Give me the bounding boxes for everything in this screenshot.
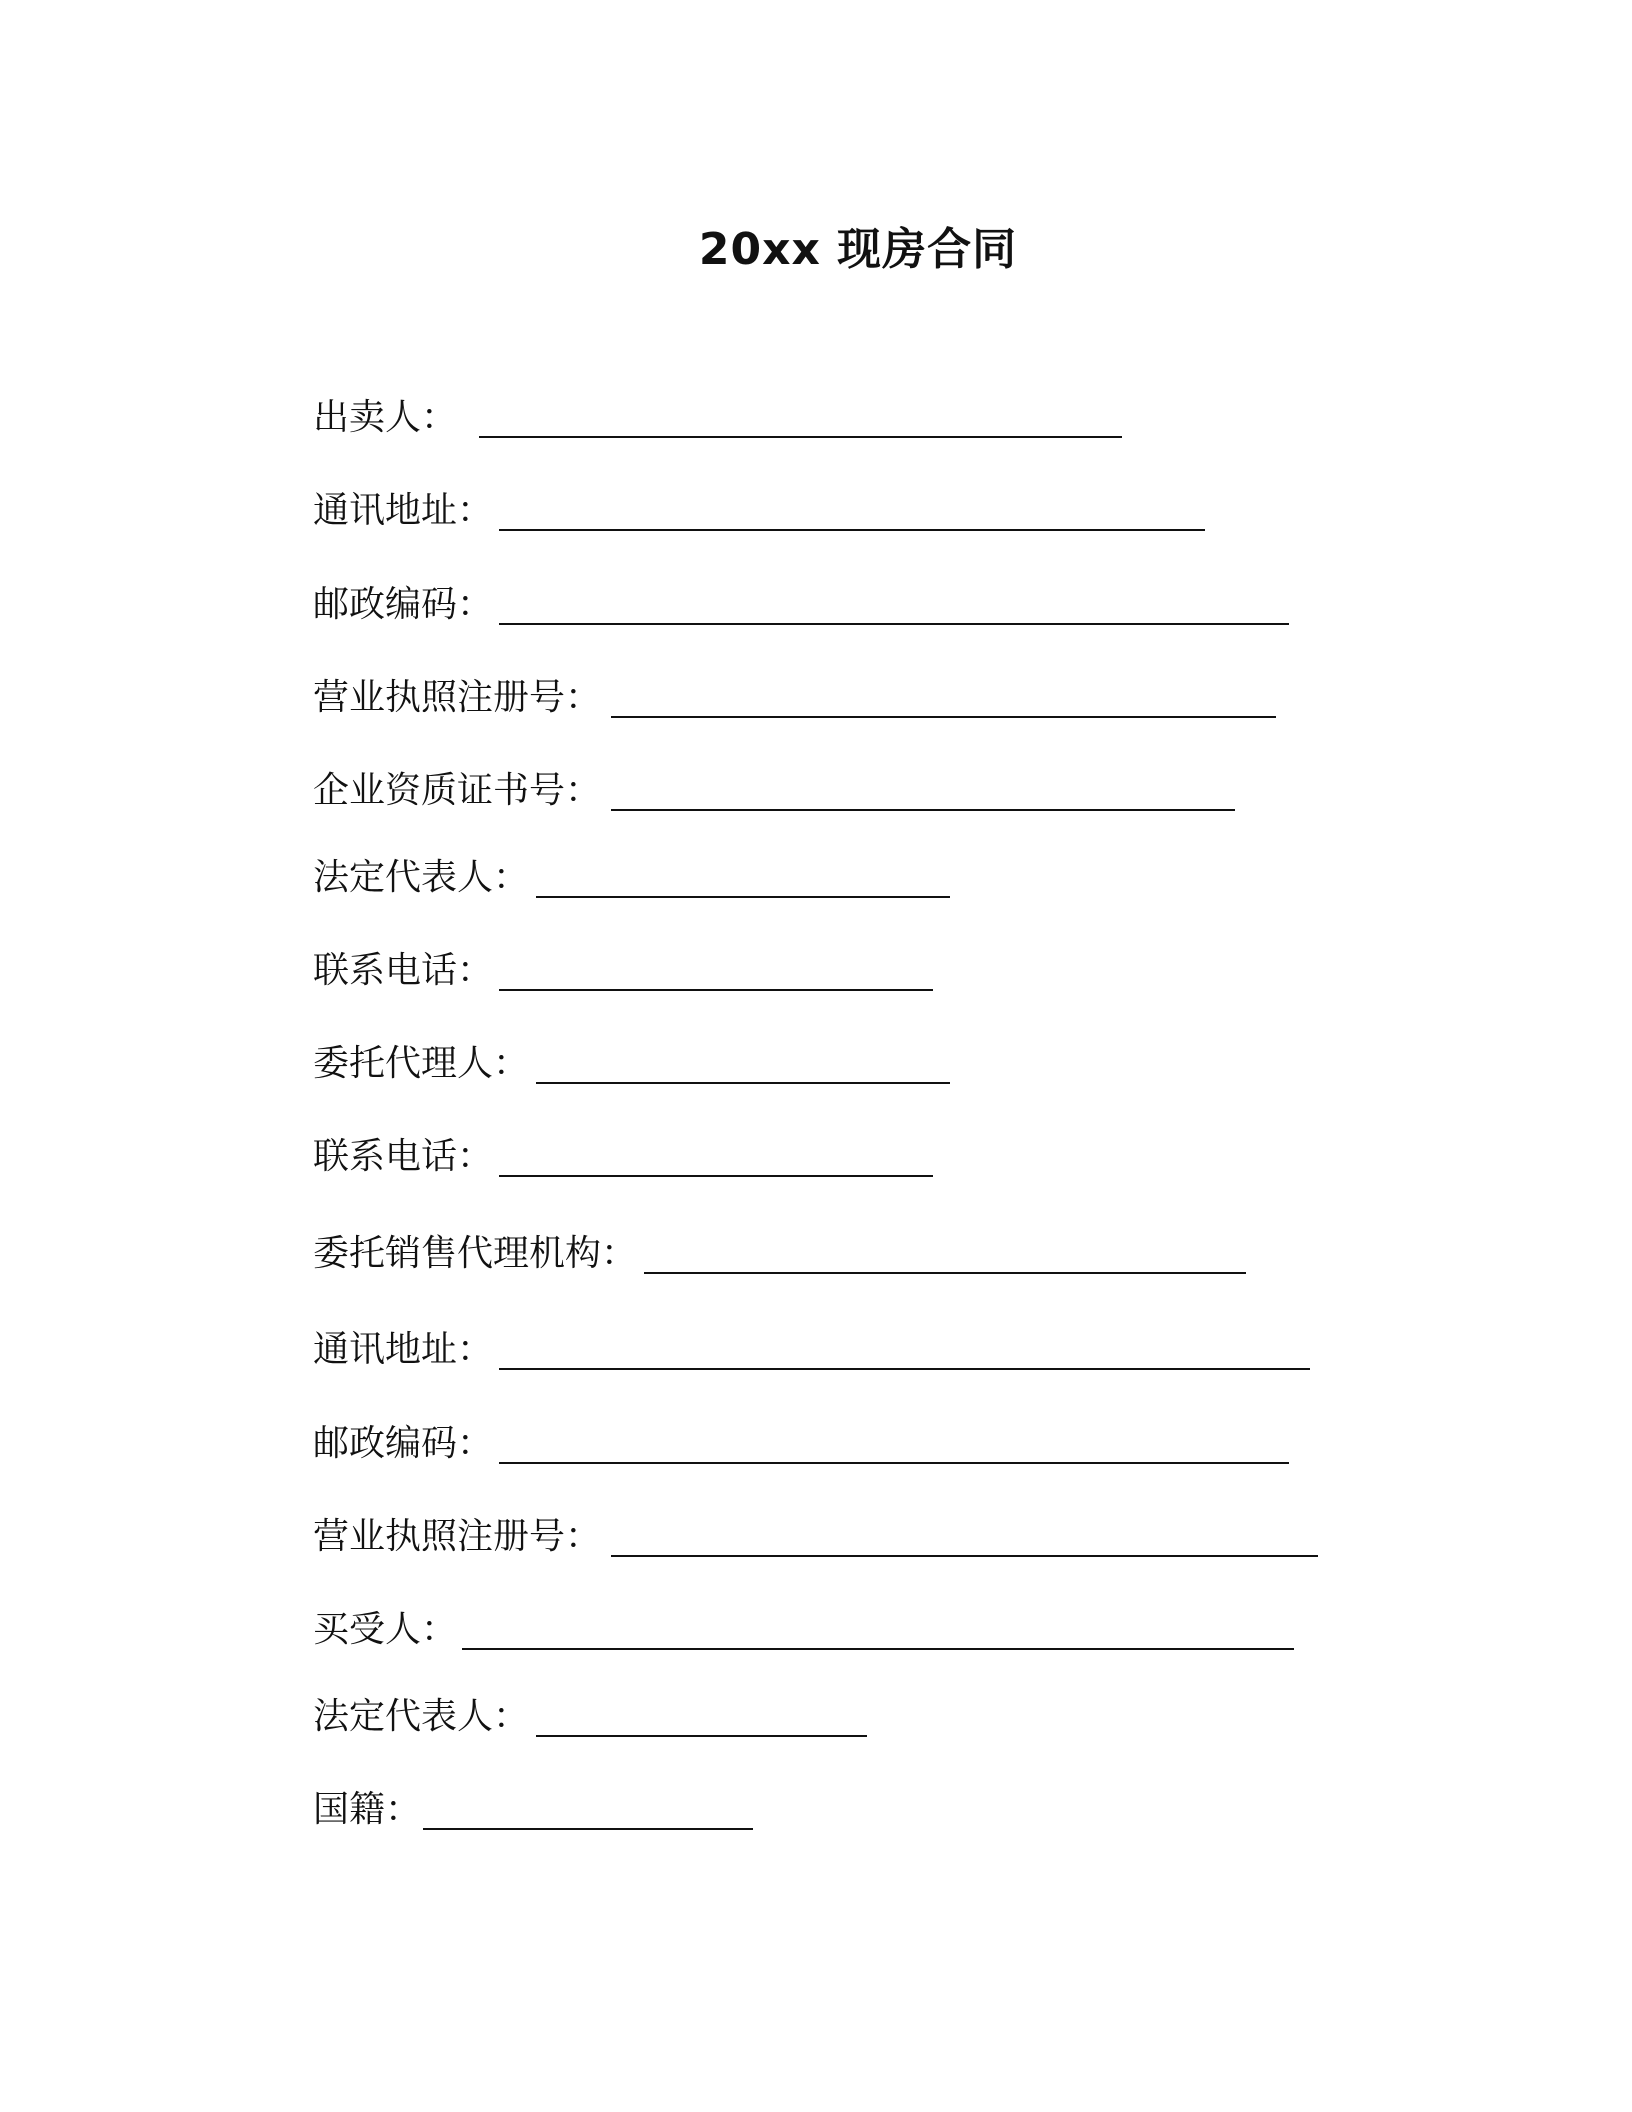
field-label: 法定代表人	[313, 857, 494, 898]
field-label: 买受人	[313, 1609, 422, 1650]
field-blank-line[interactable]	[611, 716, 1276, 718]
field-blank-line[interactable]	[536, 1082, 950, 1084]
field-qualification-cert	[313, 765, 1235, 813]
field-blank-line[interactable]	[499, 1462, 1289, 1464]
field-colon: ：	[601, 1233, 638, 1274]
field-colon: ：	[565, 1516, 602, 1557]
field-blank-line[interactable]	[499, 529, 1205, 531]
field-buyer	[313, 1604, 1294, 1652]
field-label: 法定代表人	[313, 1696, 494, 1737]
field-business-license	[313, 672, 1276, 720]
field-label: 通讯地址	[313, 1329, 458, 1370]
field-blank-line[interactable]	[536, 1735, 867, 1737]
field-label: 委托销售代理机构	[313, 1233, 602, 1274]
field-colon: ：	[493, 1696, 530, 1737]
field-label: 营业执照注册号	[313, 1516, 566, 1557]
document-title: 20xx 现房合同	[698, 224, 1018, 275]
field-agency-address	[313, 1324, 1310, 1372]
field-colon: ：	[457, 584, 494, 625]
field-legal-rep	[313, 852, 950, 900]
field-label: 通讯地址	[313, 490, 458, 531]
field-agency-postcode	[313, 1418, 1289, 1466]
field-colon: ：	[493, 857, 530, 898]
field-label: 联系电话	[313, 950, 458, 991]
field-agent-phone	[313, 1131, 933, 1179]
field-blank-line[interactable]	[423, 1828, 753, 1830]
field-blank-line[interactable]	[462, 1648, 1294, 1650]
field-colon: ：	[565, 677, 602, 718]
field-colon: ：	[457, 1329, 494, 1370]
field-blank-line[interactable]	[611, 809, 1235, 811]
field-colon: ：	[457, 950, 494, 991]
field-seller	[313, 392, 1122, 440]
field-agency-license	[313, 1511, 1318, 1559]
field-colon: ：	[565, 770, 602, 811]
field-colon: ：	[457, 490, 494, 531]
field-colon: ：	[421, 1609, 458, 1650]
field-buyer-legal-rep	[313, 1691, 867, 1739]
field-colon: ：	[457, 1136, 494, 1177]
field-blank-line[interactable]	[536, 896, 950, 898]
field-blank-line[interactable]	[499, 1175, 933, 1177]
field-seller-address	[313, 485, 1205, 533]
field-label: 委托代理人	[313, 1043, 494, 1084]
field-label: 出卖人	[313, 397, 422, 438]
field-label: 营业执照注册号	[313, 677, 566, 718]
field-phone	[313, 945, 933, 993]
field-label: 联系电话	[313, 1136, 458, 1177]
field-blank-line[interactable]	[644, 1272, 1246, 1274]
field-nationality	[313, 1784, 753, 1832]
field-blank-line[interactable]	[499, 623, 1289, 625]
field-colon: ：	[421, 397, 458, 438]
field-label: 企业资质证书号	[313, 770, 566, 811]
field-blank-line[interactable]	[499, 1368, 1310, 1370]
field-colon: ：	[457, 1423, 494, 1464]
field-label: 国籍	[313, 1789, 386, 1830]
field-sales-agency	[313, 1228, 1246, 1276]
field-blank-line[interactable]	[499, 989, 933, 991]
field-blank-line[interactable]	[611, 1555, 1318, 1557]
field-label: 邮政编码	[313, 584, 458, 625]
field-seller-postcode	[313, 579, 1289, 627]
field-colon: ：	[493, 1043, 530, 1084]
field-blank-line[interactable]	[479, 436, 1122, 438]
field-colon: ：	[385, 1789, 422, 1830]
field-agent	[313, 1038, 950, 1086]
field-label: 邮政编码	[313, 1423, 458, 1464]
